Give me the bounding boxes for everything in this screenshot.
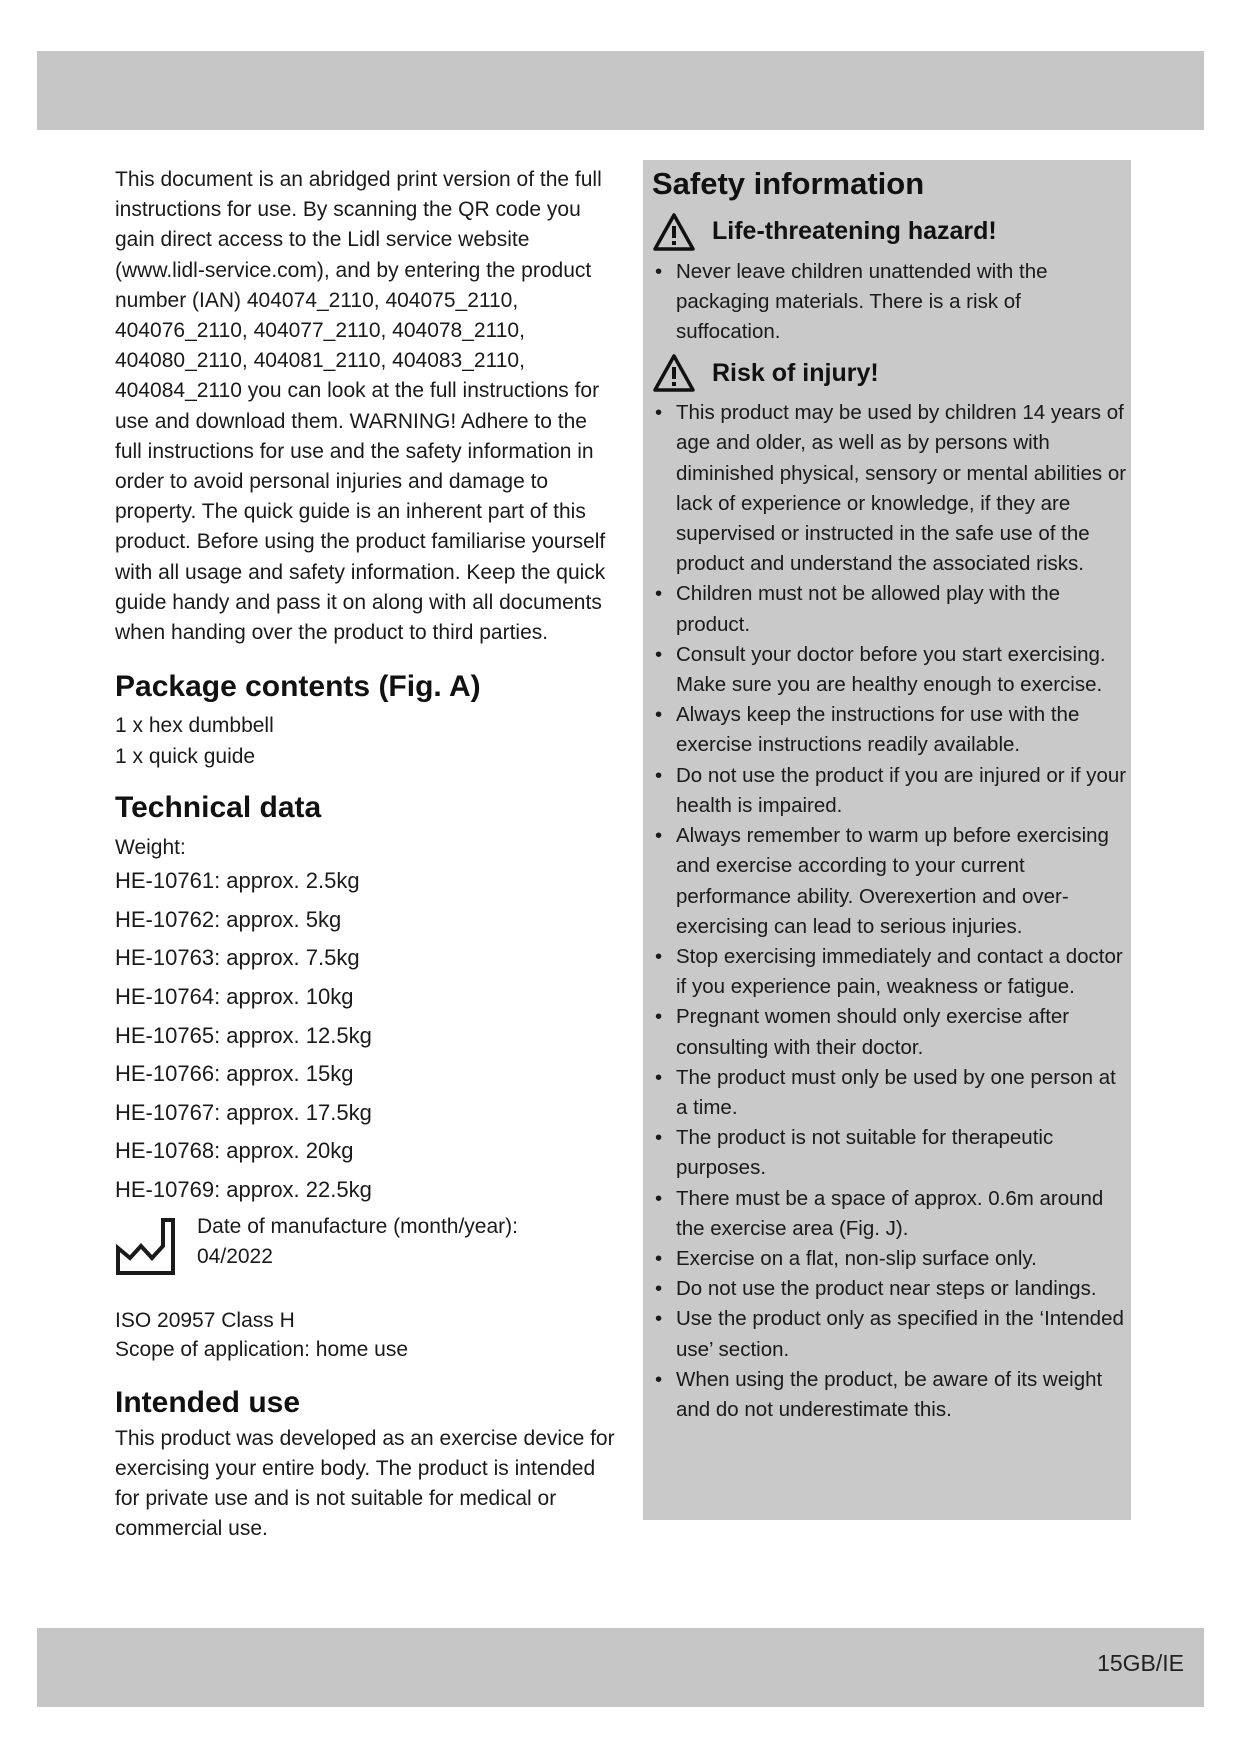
date-of-manufacture [115, 1212, 615, 1278]
safety-box [643, 160, 1131, 1520]
weight-row: HE-10761: approx. 2.5kg [115, 868, 360, 894]
weight-row: HE-10763: approx. 7.5kg [115, 945, 360, 971]
weight-row: HE-10769: approx. 22.5kg [115, 1177, 372, 1202]
factory-icon [115, 1216, 177, 1278]
list-item: • Consult your doctor before you start exercising. Make sure you are healthy enough to exercise. [652, 640, 1131, 700]
hazard-label: Life-threatening hazard! [712, 217, 997, 246]
list-item: • The product is not suitable for therapeutic purposes. [652, 1123, 1131, 1183]
weight-label: Weight: [115, 836, 186, 860]
scope-text: Scope of application: home use [115, 1337, 409, 1361]
package-item: 1 x hex dumbbell [115, 714, 274, 738]
iso-block [115, 1306, 615, 1364]
intended-use-text: This product was developed as an exercise device for exercising your entire body. The product is intended for private use and is not suitable for medical or commercial use. [115, 1426, 615, 1541]
iso-class: ISO 20957 Class H [115, 1308, 295, 1332]
safety-title: Safety information [652, 166, 925, 201]
page-number: 15GB/IE [1097, 1650, 1184, 1676]
warning-icon [652, 353, 696, 393]
package-contents-heading: Package contents (Fig. A) [115, 670, 481, 704]
weight-row: HE-10765: approx. 12.5kg [115, 1022, 372, 1048]
list-item: • This product may be used by children 14 years of age and older, as well as by persons with diminished physical, sensory or mental abilities or lack of experience or knowledge, if they are supervised or instructed in the safe use of the product and understand the associated risks. [652, 398, 1131, 579]
weight-row: HE-10764: approx. 10kg [115, 984, 354, 1010]
list-item: • The product must only be used by one person at a time. [652, 1063, 1131, 1123]
list-item: • Stop exercising immediately and contact a doctor if you experience pain, weakness or fatigue. [652, 942, 1131, 1002]
weight-row: HE-10762: approx. 5kg [115, 906, 342, 932]
intro-text: This document is an abridged print version of the full instructions for use. By scanning the QR code you gain direct access to the Lidl service website (www.lidl-service.com), and by entering the product number (IAN) 404074_2110, 404075_2110, 404076_2110, 404077_2110, 404078_2110, 404080_2110, 404081_2110, 404083_2110, 404084_2110 you can look at the full instructions for use and download them. WARNING! Adhere to the full instructions for use and the safety information in order to avoid personal injuries and damage to property. The quick guide is an inherent part of this product. Before using the product familiarise yourself with all usage and safety information. Keep the quick guide handy and pass it on along with all documents when handing over the product to third parties. [115, 168, 606, 645]
warning-icon [652, 212, 696, 252]
left-column [115, 165, 615, 1544]
hazard2-list [652, 398, 1131, 1425]
list-item: • Do not use the product near steps or landings. [652, 1274, 1131, 1304]
list-item: • There must be a space of approx. 0.6m around the exercise area (Fig. J). [652, 1184, 1131, 1244]
list-item: • When using the product, be aware of its weight and do not underestimate this. [652, 1365, 1131, 1425]
list-item: • Children must not be allowed play with the product. [652, 579, 1131, 639]
hazard1-list [652, 257, 1131, 348]
date-label: Date of manufacture (month/year): [197, 1214, 518, 1238]
footer-band [37, 1628, 1204, 1707]
header-band [37, 51, 1204, 130]
hazard-label: Risk of injury! [712, 358, 879, 387]
list-item: • Never leave children unattended with the packaging materials. There is a risk of suffocation. [652, 257, 1131, 348]
date-value: 04/2022 [197, 1244, 273, 1268]
list-item: • Use the product only as specified in the ‘Intended use’ section. [652, 1304, 1131, 1364]
weight-row: HE-10766: approx. 15kg [115, 1061, 354, 1087]
weight-row: HE-10768: approx. 20kg [115, 1138, 354, 1164]
list-item: • Always keep the instructions for use with the exercise instructions readily available. [652, 700, 1131, 760]
list-item: • Do not use the product if you are injured or if your health is impaired. [652, 761, 1131, 821]
list-item: • Pregnant women should only exercise after consulting with their doctor. [652, 1002, 1131, 1062]
package-item: 1 x quick guide [115, 745, 256, 769]
list-item: • Exercise on a flat, non-slip surface only. [652, 1244, 1131, 1274]
intended-use-heading: Intended use [115, 1385, 301, 1419]
list-item: • Always remember to warm up before exercising and exercise according to your current performance ability. Overexertion and over-exercising can lead to serious injuries. [652, 821, 1131, 942]
hazard-risk-of-injury [652, 353, 1131, 393]
technical-data-heading: Technical data [115, 791, 322, 825]
hazard-life-threatening [652, 212, 1131, 252]
weight-row: HE-10767: approx. 17.5kg [115, 1099, 372, 1125]
